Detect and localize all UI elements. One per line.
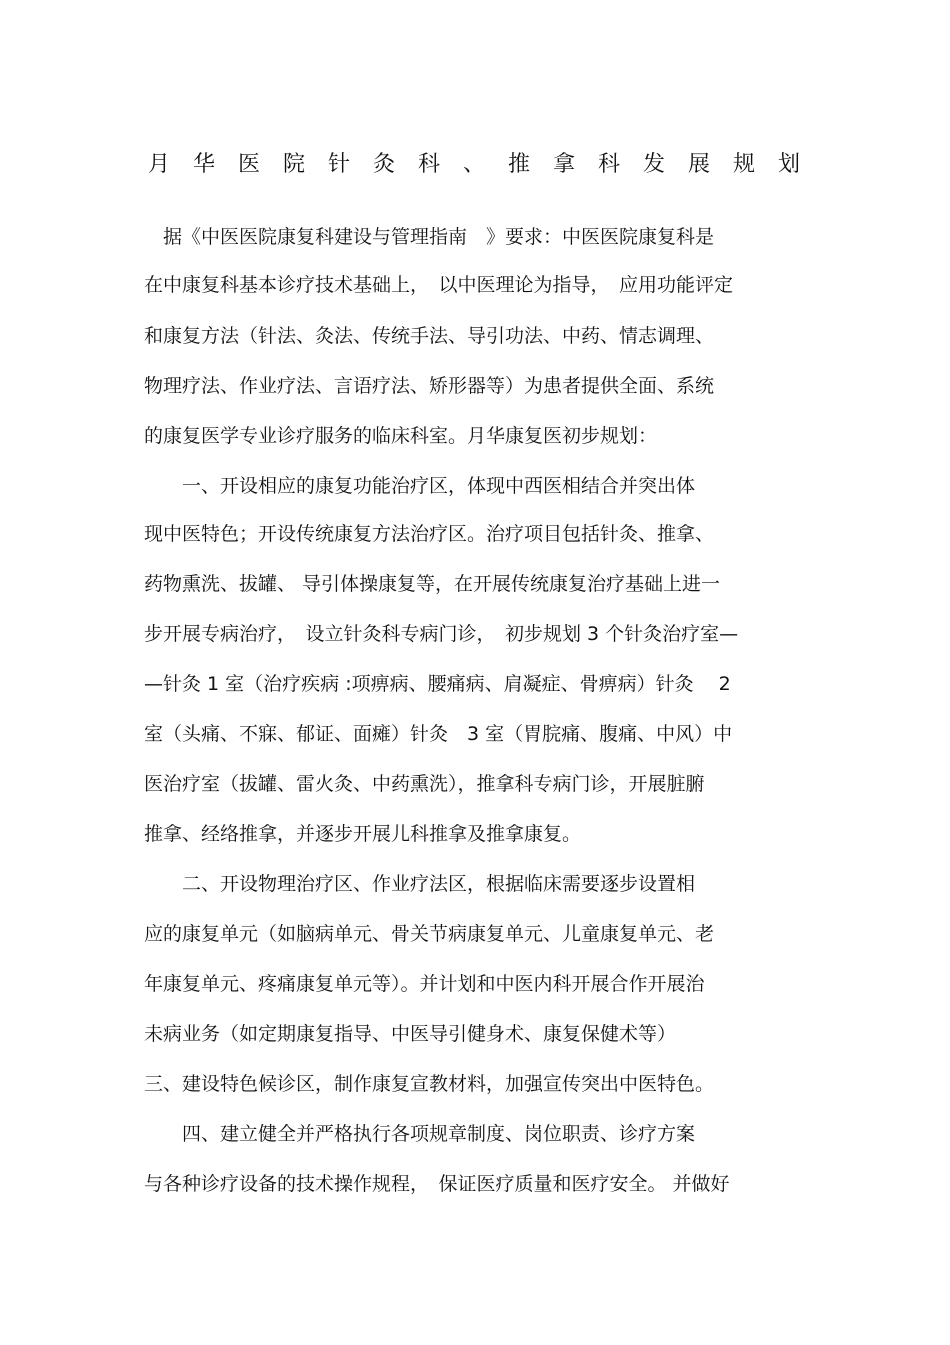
paragraph-line: —针灸 1 室（治疗疾病 :项痹病、腰痛病、肩凝症、骨痹病）针灸 2 (144, 673, 731, 695)
paragraph-line: 与各种诊疗设备的技术操作规程， 保证医疗质量和医疗安全。 并做好 (144, 1173, 730, 1195)
paragraph-line: 物理疗法、作业疗法、言语疗法、矫形器等）为患者提供全面、系统 (144, 375, 715, 397)
paragraph-line: 药物熏洗、拔罐、 导引体操康复等，在开展传统康复治疗基础上进一 (144, 573, 721, 595)
paragraph-line: 应的康复单元（如脑病单元、骨关节病康复单元、儿童康复单元、老 (144, 923, 715, 945)
paragraph-line: 三、建设特色候诊区，制作康复宣教材料，加强宣传突出中医特色。 (144, 1073, 715, 1095)
paragraph-line: 据《中医医院康复科建设与管理指南 》要求：中医医院康复科是 (144, 226, 715, 248)
paragraph-line: 二、开设物理治疗区、作业疗法区，根据临床需要逐步设置相 (144, 873, 696, 895)
paragraph-line: 和康复方法（针法、灸法、传统手法、导引功法、中药、情志调理、 (144, 325, 715, 347)
paragraph-line: 年康复单元、疼痛康复单元等）。并计划和中医内科开展合作开展治 (144, 973, 705, 995)
document-title: 月华医院针灸科、推拿科发展规划 (148, 152, 824, 177)
paragraph-line: 未病业务（如定期康复指导、中医导引健身术、康复保健术等） (144, 1023, 677, 1045)
paragraph-line: 一、开设相应的康复功能治疗区，体现中西医相结合并突出体 (144, 475, 696, 497)
paragraph-line: 步开展专病治疗， 设立针灸科专病门诊， 初步规划 3 个针灸治疗室— (144, 623, 739, 645)
paragraph-line: 四、建立健全并严格执行各项规章制度、岗位职责、诊疗方案 (144, 1123, 696, 1145)
paragraph-line: 现中医特色；开设传统康复方法治疗区。治疗项目包括针灸、推拿、 (144, 523, 715, 545)
paragraph-line: 在中康复科基本诊疗技术基础上， 以中医理论为指导， 应用功能评定 (144, 274, 734, 296)
paragraph-line: 的康复医学专业诊疗服务的临床科室。月华康复医初步规划： (144, 425, 658, 447)
paragraph-line: 医治疗室（拔罐、雷火灸、中药熏洗），推拿科专病门诊，开展脏腑 (144, 773, 705, 795)
paragraph-line: 室（头痛、不寐、郁证、面瘫）针灸 3 室（胃脘痛、腹痛、中风）中 (144, 723, 733, 745)
paragraph-line: 推拿、经络推拿，并逐步开展儿科推拿及推拿康复。 (144, 823, 582, 845)
